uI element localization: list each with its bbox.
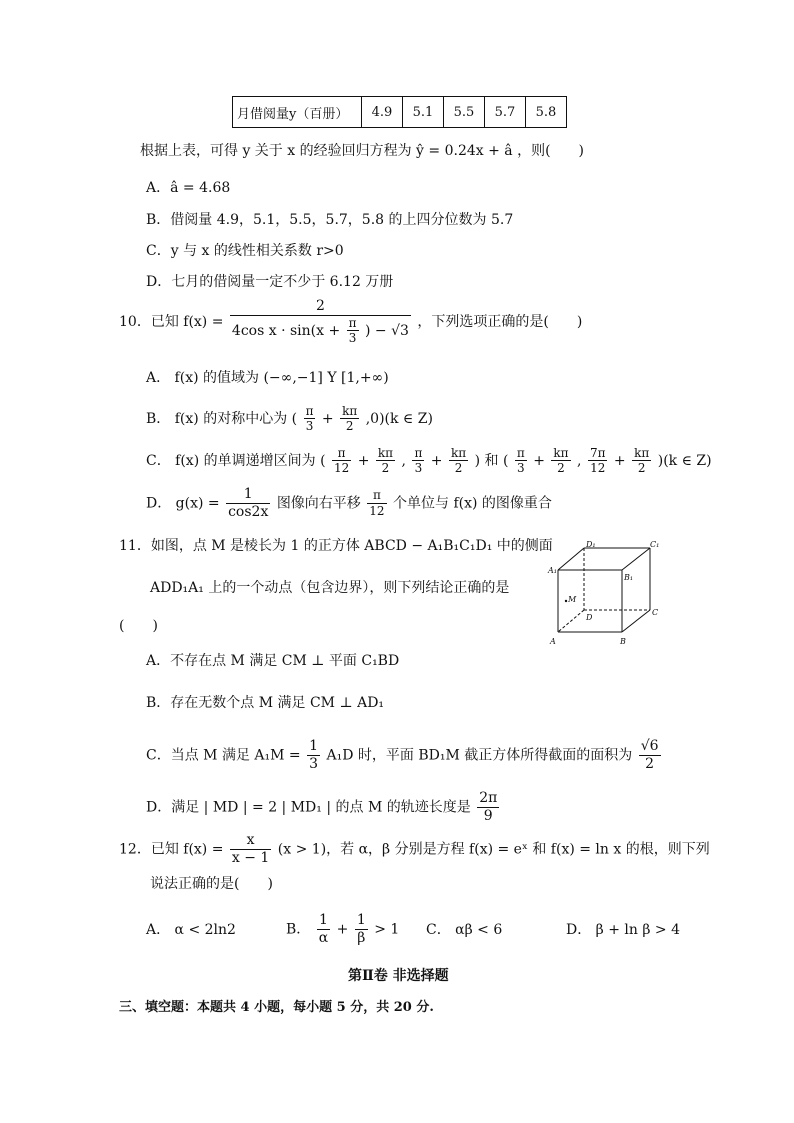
q11-c-frac-d: 3 bbox=[309, 755, 319, 772]
table-header-cell: 月借阅量y（百册） bbox=[233, 97, 362, 128]
q10-b-plus: + bbox=[321, 410, 334, 427]
q10-d-shift-d: 12 bbox=[369, 503, 385, 518]
q12-option-d: D． β + ln β > 4 bbox=[566, 922, 680, 938]
q10-c-f7-n: 7π bbox=[589, 446, 606, 460]
q10-c-f7 bbox=[588, 446, 608, 476]
q11-c-pre: C．当点 M 满足 A₁M = bbox=[146, 747, 301, 764]
q10-b-two: 2 bbox=[345, 419, 354, 434]
table-cell: 5.7 bbox=[485, 97, 526, 128]
q10-fraction bbox=[230, 298, 411, 346]
q12-pre: 12．已知 f(x) = bbox=[119, 841, 224, 858]
q11-option-d bbox=[146, 790, 501, 825]
q10-option-b bbox=[146, 404, 433, 434]
q10-c-f2 bbox=[376, 446, 395, 476]
label-b: B bbox=[620, 637, 626, 646]
q12-b-f2-n: 1 bbox=[356, 912, 366, 928]
q10-c-f8-n: kπ bbox=[634, 446, 650, 460]
q10-c-f5-d: 3 bbox=[517, 461, 525, 476]
q10-c-pre: C． f(x) 的单调递增区间为 ( bbox=[146, 452, 326, 469]
q11-c-val bbox=[639, 738, 661, 773]
table-row bbox=[233, 97, 567, 128]
edge-c1b1 bbox=[622, 548, 650, 570]
label-d1: D₁ bbox=[586, 540, 596, 549]
q10-option-d bbox=[146, 486, 552, 521]
q10-c-f1 bbox=[332, 446, 351, 476]
q12-option-a: A． α < 2ln2 bbox=[146, 922, 236, 938]
q10-c-f3-d: 3 bbox=[414, 461, 423, 476]
q10-den-three: 3 bbox=[348, 331, 357, 346]
q12-b-f2 bbox=[355, 912, 368, 947]
q10-c-f3-n: π bbox=[414, 446, 423, 460]
q10-den-pi-frac bbox=[347, 316, 359, 346]
q10-c-post: )(k ∈ Z) bbox=[657, 452, 712, 469]
edge-da-hidden bbox=[558, 610, 584, 632]
edge-cb bbox=[622, 610, 650, 632]
q11-d-num: 2π bbox=[479, 790, 498, 806]
q10-c-f2-n: kπ bbox=[377, 446, 394, 460]
q11-c-frac bbox=[307, 738, 320, 773]
q10-option-c bbox=[146, 446, 712, 476]
q10-b-frac2 bbox=[340, 404, 359, 434]
q12-b-post: > 1 bbox=[374, 921, 400, 938]
q11-option-a: A．不存在点 M 满足 CM ⊥ 平面 C₁BD bbox=[146, 653, 400, 669]
q11-line2: ADD₁A₁ 上的一个动点（包含边界），则下列结论正确的是 bbox=[150, 580, 510, 596]
table-cell: 4.9 bbox=[362, 97, 403, 128]
q9-option-d: D．七月的借阅量一定不少于 6.12 万册 bbox=[146, 274, 394, 290]
section-part3: 三、填空题：本题共 4 小题，每小题 5 分，共 20 分. bbox=[119, 1000, 434, 1015]
q10-c-f1-n: π bbox=[332, 446, 351, 461]
q10-c-and: ) 和 ( bbox=[474, 452, 509, 469]
q10-den-post: ) − √3 bbox=[364, 322, 409, 339]
table-cell: 5.5 bbox=[444, 97, 485, 128]
q12-option-b bbox=[286, 912, 399, 947]
q11-option-b: B．存在无数个点 M 满足 CM ⊥ AD₁ bbox=[146, 695, 385, 711]
q11-d-den: 9 bbox=[483, 807, 493, 824]
label-d: D bbox=[586, 613, 593, 622]
q10-c-comma1: , bbox=[401, 452, 406, 469]
q12-b-f1-n: 1 bbox=[317, 912, 330, 930]
point-m bbox=[565, 600, 567, 602]
q12-b-pre: B． bbox=[286, 921, 311, 938]
q10-c-plus2: + bbox=[430, 452, 443, 469]
q12-frac-n: x bbox=[230, 832, 271, 850]
q11-c-val-n: √6 bbox=[640, 738, 659, 754]
q10-c-f2-d: 2 bbox=[381, 461, 390, 476]
table-cell: 5.8 bbox=[526, 97, 567, 128]
q12-b-plus: + bbox=[336, 921, 349, 938]
q9-option-c: C．y 与 x 的线性相关系数 r>0 bbox=[146, 243, 344, 259]
q12-b-f1-d: α bbox=[318, 929, 329, 946]
q10-c-plus1: + bbox=[357, 452, 370, 469]
q10-c-comma2: , bbox=[577, 452, 582, 469]
q10-frac-num: 2 bbox=[230, 298, 411, 316]
q9-option-a: A．â = 4.68 bbox=[146, 180, 231, 196]
q10-b-pre: B． f(x) 的对称中心为 ( bbox=[146, 410, 298, 427]
q10-c-plus4: + bbox=[613, 452, 626, 469]
cube-edges bbox=[558, 548, 650, 632]
q12-frac-d: x − 1 bbox=[231, 849, 270, 866]
q12-line1 bbox=[119, 832, 710, 867]
q10-c-f8 bbox=[632, 446, 651, 476]
q10-d-post: 个单位与 f(x) 的图像重合 bbox=[393, 495, 552, 512]
q10-frac-den bbox=[230, 316, 411, 346]
q12-frac bbox=[230, 832, 271, 867]
q10-b-post: ,0)(k ∈ Z) bbox=[365, 410, 433, 427]
q10-den-pre: 4cos x · sin(x + bbox=[231, 322, 341, 339]
label-m: M bbox=[568, 595, 577, 604]
edge-a1d1 bbox=[558, 548, 584, 570]
label-b1: B₁ bbox=[624, 573, 634, 582]
q10-c-f8-d: 2 bbox=[637, 461, 646, 476]
cube-hidden-edges bbox=[558, 548, 650, 632]
q10-c-f5-n: π bbox=[516, 446, 525, 460]
q10-b-three: 3 bbox=[305, 419, 314, 434]
q12-b-f2-d: β bbox=[357, 929, 366, 946]
q11-line1: 11．如图，点 M 是棱长为 1 的正方体 ABCD − A₁B₁C₁D₁ 中的侧面 bbox=[119, 538, 553, 554]
q10-stem bbox=[119, 298, 582, 346]
q10-b-kpi: kπ bbox=[342, 404, 358, 418]
q10-d-cos2x: cos2x bbox=[228, 503, 269, 520]
q12-line2: 说法正确的是( ) bbox=[150, 876, 273, 892]
q10-c-f4-n: kπ bbox=[450, 446, 467, 460]
q10-stem-pre: 10．已知 f(x) = bbox=[119, 313, 224, 330]
q11-d-frac bbox=[477, 790, 499, 825]
q11-c-val-d: 2 bbox=[645, 755, 655, 772]
section-title: 第Ⅱ卷 非选择题 bbox=[348, 968, 449, 984]
q10-c-f6 bbox=[551, 446, 570, 476]
q10-option-a: A． f(x) 的值域为 (−∞,−1] Y [1,+∞) bbox=[146, 370, 389, 386]
q11-d-pre: D．满足 | MD | = 2 | MD₁ | 的点 M 的轨迹长度是 bbox=[146, 799, 471, 816]
q10-c-f5 bbox=[515, 446, 527, 476]
q10-c-f6-d: 2 bbox=[557, 461, 565, 476]
q10-d-pre: D． g(x) = bbox=[146, 495, 220, 512]
cube-figure bbox=[546, 540, 666, 664]
q10-d-one: 1 bbox=[226, 486, 270, 504]
table-cell: 5.1 bbox=[403, 97, 444, 128]
q12-option-c: C． αβ < 6 bbox=[426, 922, 503, 938]
q10-c-f4 bbox=[449, 446, 468, 476]
q10-den-pi: π bbox=[348, 315, 357, 330]
q10-d-shift bbox=[367, 488, 386, 518]
label-c: C bbox=[652, 608, 659, 617]
data-table bbox=[232, 96, 567, 128]
q10-stem-post: ，下列选项正确的是( ) bbox=[417, 313, 583, 330]
q11-c-frac-n: 1 bbox=[309, 738, 319, 754]
q10-d-mid: 图像向右平移 bbox=[276, 495, 361, 512]
q9-stem: 根据上表，可得 y 关于 x 的经验回归方程为 ŷ = 0.24x + â ，则( ) bbox=[140, 143, 585, 159]
q11-c-mid: A₁D 时，平面 BD₁M 截正方体所得截面的面积为 bbox=[326, 747, 633, 764]
q9-option-b: B．借阅量 4.9，5.1，5.5，5.7，5.8 的上四分位数为 5.7 bbox=[146, 212, 514, 228]
q11-option-c bbox=[146, 738, 663, 773]
q10-c-f7-d: 12 bbox=[590, 461, 606, 476]
label-c1: C₁ bbox=[650, 540, 660, 549]
q10-c-f1-d: 12 bbox=[333, 461, 350, 476]
q12-b-f1 bbox=[317, 912, 330, 947]
label-a1: A₁ bbox=[548, 566, 557, 575]
q10-d-shift-n: π bbox=[367, 488, 386, 503]
q10-c-f4-d: 2 bbox=[454, 461, 463, 476]
label-a: A bbox=[550, 637, 556, 646]
q10-b-pi: π bbox=[305, 404, 314, 418]
q10-c-f6-n: kπ bbox=[553, 446, 569, 460]
q11-paren: ( ) bbox=[119, 618, 158, 634]
q12-post: (x > 1)，若 α，β 分别是方程 f(x) = eˣ 和 f(x) = ln x 的根，则下列 bbox=[277, 841, 710, 858]
q10-c-plus3: + bbox=[533, 452, 545, 469]
q10-c-f3 bbox=[412, 446, 424, 476]
q10-b-frac1 bbox=[304, 404, 316, 434]
q10-d-frac bbox=[226, 486, 270, 521]
